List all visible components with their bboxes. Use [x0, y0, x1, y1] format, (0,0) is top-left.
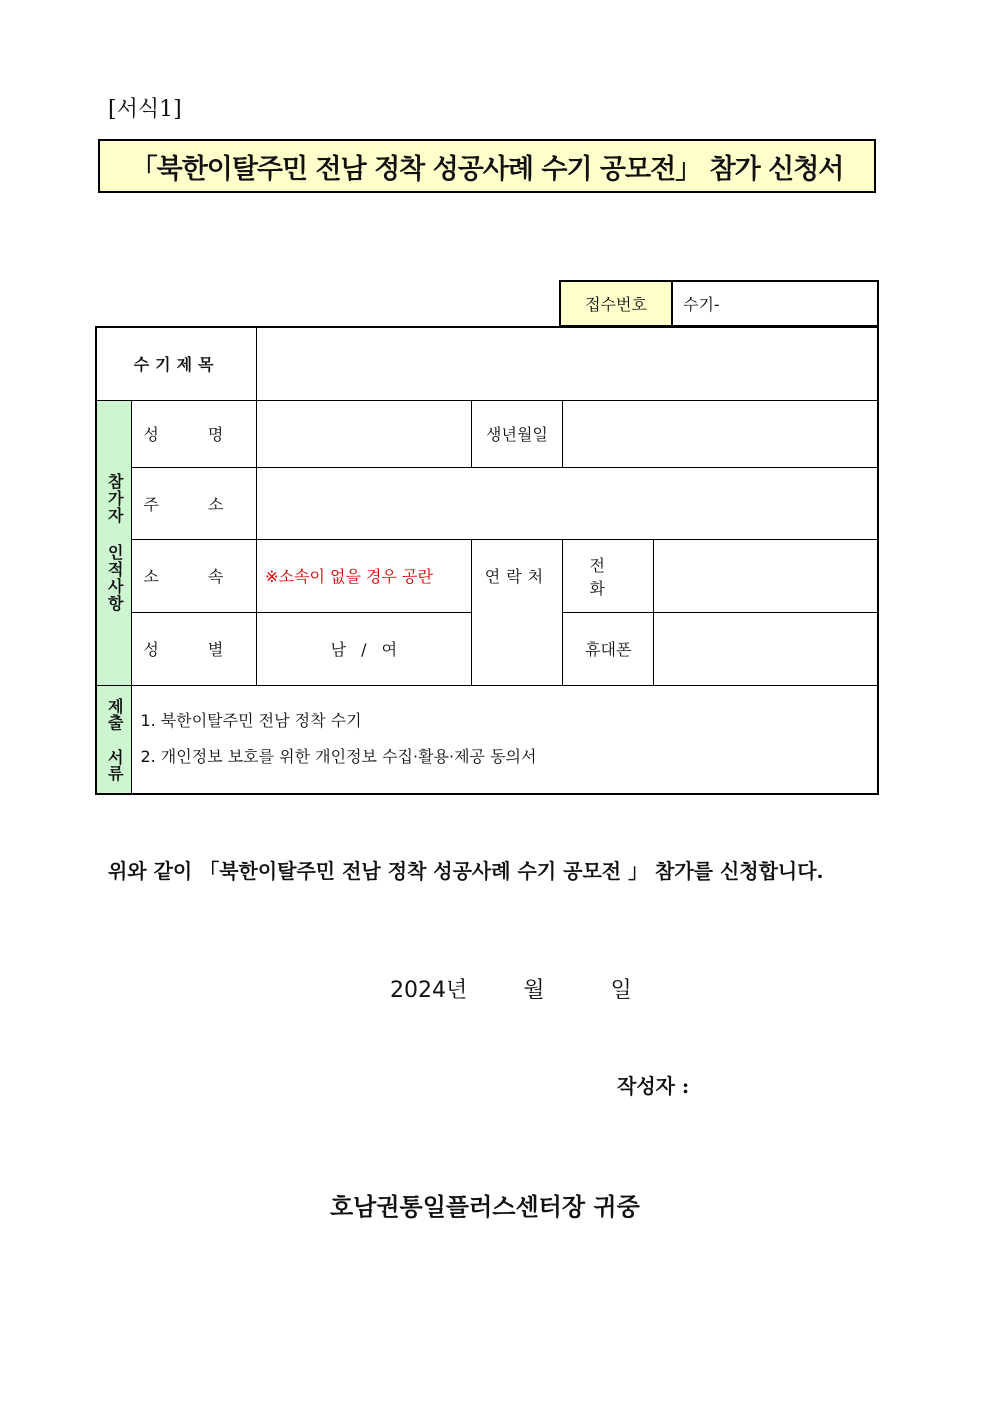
submission-documents-label: 제출 서류: [96, 685, 132, 794]
date-day: 일: [610, 978, 632, 1003]
birth-date-label: 생년월일: [471, 400, 563, 467]
document-item: 2. 개인정보 보호를 위한 개인정보 수집·활용·제공 동의서: [140, 747, 537, 767]
birth-date-field[interactable]: [563, 400, 878, 467]
contact-label: 연락처: [471, 539, 563, 685]
date-line: [390, 973, 632, 1004]
gender-field[interactable]: 남 / 여: [257, 612, 471, 685]
application-form-table: [95, 326, 879, 795]
affiliation-label: 소 속: [132, 539, 257, 612]
form-number-label: [서식1]: [108, 97, 182, 122]
mobile-field[interactable]: [654, 612, 878, 685]
name-label: 성 명: [132, 400, 257, 467]
address-field[interactable]: [257, 467, 878, 539]
mobile-label: 휴대폰: [563, 612, 654, 685]
address-label: 주 소: [132, 467, 257, 539]
document-item: 1. 북한이탈주민 전남 정착 수기: [140, 711, 362, 731]
phone-field[interactable]: [654, 539, 878, 612]
receipt-number-field[interactable]: 수기-: [672, 281, 878, 326]
receipt-number-label: 접수번호: [560, 281, 672, 326]
phone-label: 전 화: [563, 539, 654, 612]
application-statement: 위와 같이 「북한이탈주민 전남 정착 성공사례 수기 공모전 」 참가를 신청합니다.: [108, 859, 824, 883]
receipt-number-table: [559, 280, 879, 327]
submission-documents-list: [132, 685, 878, 794]
gender-label: 성 별: [132, 612, 257, 685]
essay-title-label: 수기제목: [96, 327, 257, 400]
recipient: 호남권통일플러스센터장 귀중: [330, 1192, 640, 1221]
date-month: 월: [523, 978, 545, 1003]
participant-info-label: 참가자 인적사항: [96, 400, 132, 685]
document-title: 「북한이탈주민 전남 정착 성공사례 수기 공모전」 참가 신청서: [98, 139, 876, 193]
essay-title-field[interactable]: [257, 327, 878, 400]
date-year: 2024년: [390, 978, 468, 1003]
name-field[interactable]: [257, 400, 471, 467]
author-label: 작성자 :: [617, 1074, 690, 1098]
affiliation-field[interactable]: ※소속이 없을 경우 공란: [257, 539, 471, 612]
